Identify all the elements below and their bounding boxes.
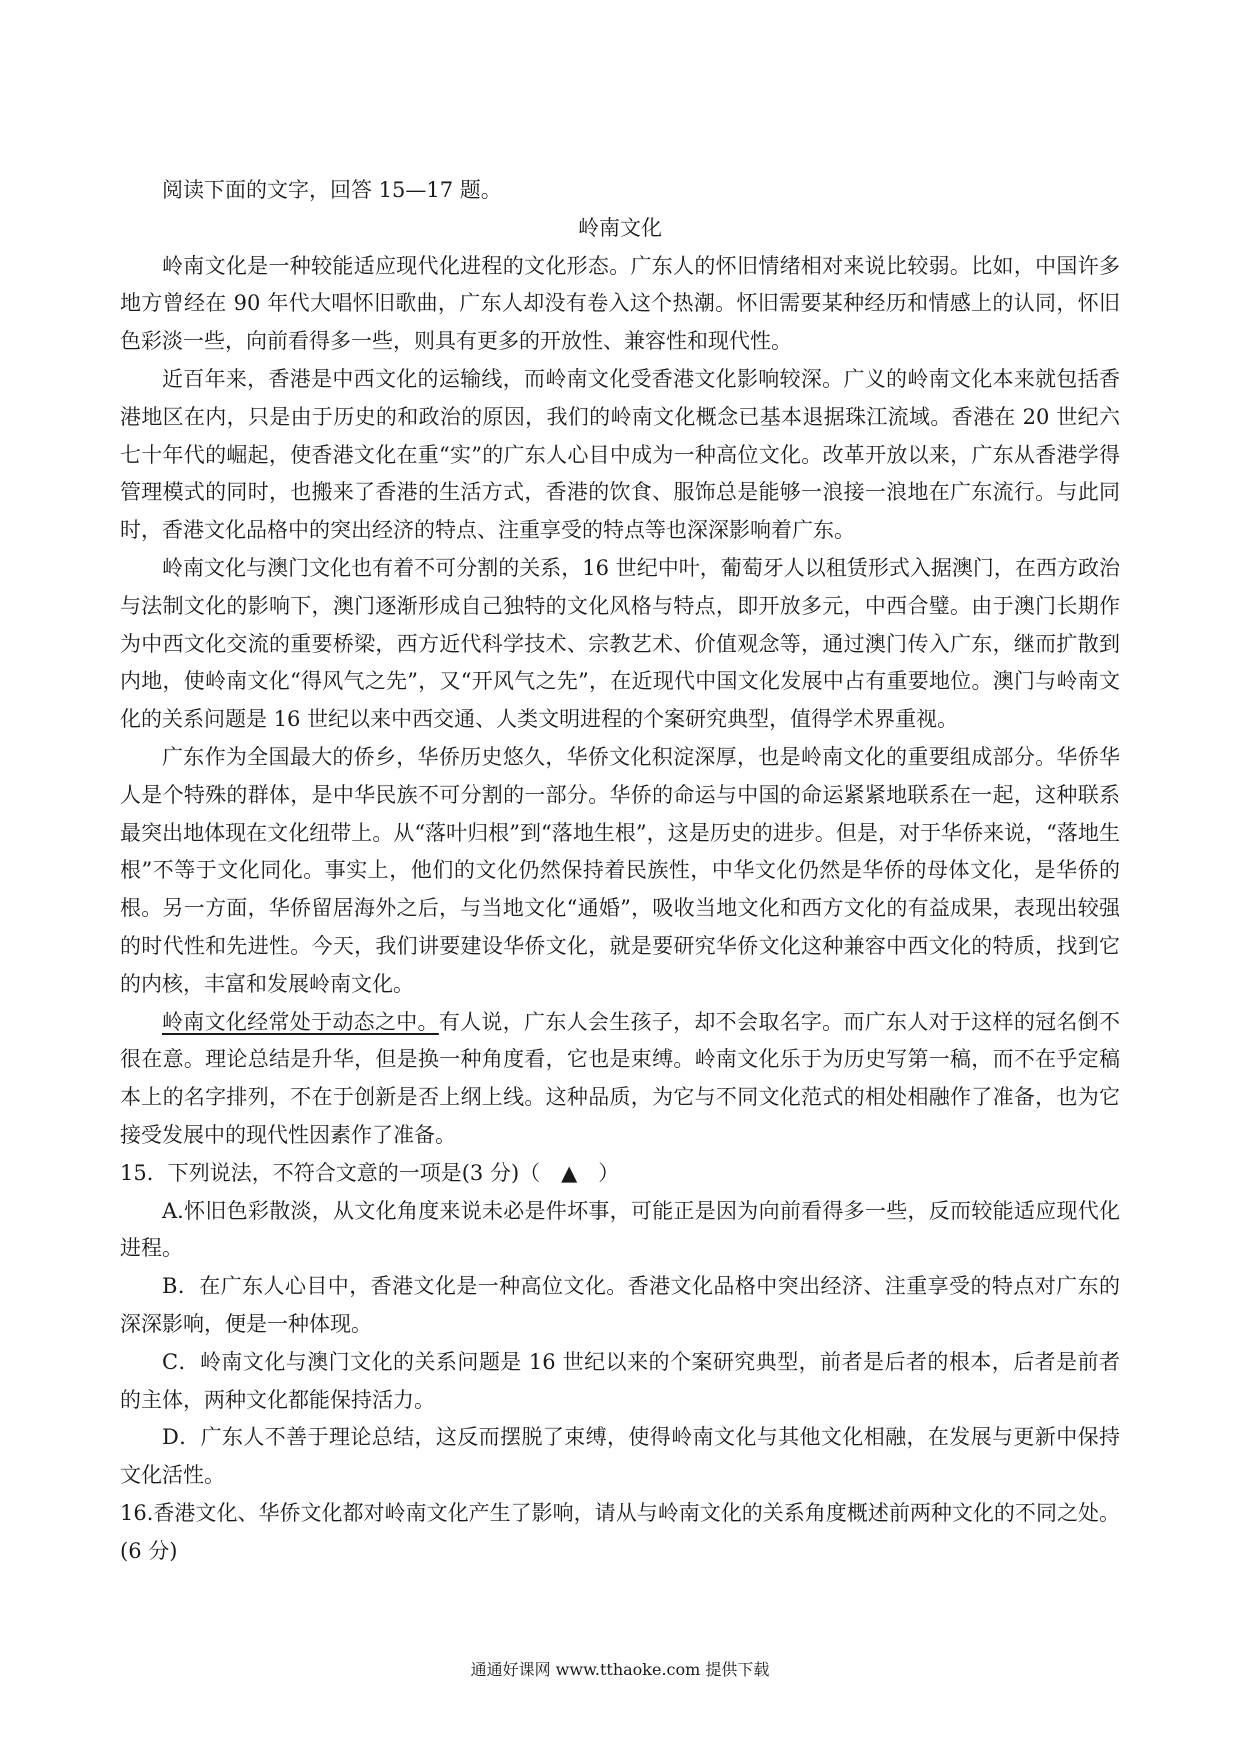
page-footer: 通通好课网 www.tthaoke.com 提供下载 (470, 1660, 770, 1679)
passage-paragraph-4: 广东作为全国最大的侨乡，华侨历史悠久，华侨文化积淀深厚，也是岭南文化的重要组成部分。华侨华人是个特殊的群体，是中华民族不可分割的一部分。华侨的命运与中国的命运紧紧地联系在一起，这种联系最突出地体现在文化纽带上。从“落叶归根”到“落地生根”，这是历史的进步。但是，对于华侨来说，“落地生根”不等于文化同化。事实上，他们的文化仍然保持着民族性，中华文化仍然是华侨的母体文化，是华侨的根。另一方面，华侨留居海外之后，与当地文化“通婚”，吸收当地文化和西方文化的有益成果，表现出较强的时代性和先进性。今天，我们讲要建设华侨文化，就是要研究华侨文化这种兼容中西文化的特质，找到它的内核，丰富和发展岭南文化。 (120, 744, 1120, 996)
question-15-stem: 15．下列说法，不符合文意的一项是(3 分)（ ▲ ） (120, 1160, 620, 1185)
paragraph-5-rest: 有人说，广东人会生孩子，却不会取名字。而广东人对于这样的冠名倒不很在意。理论总结是升华，但是换一种角度看，它也是束缚。岭南文化乐于为历史写第一稿，而不在乎定稿本上的名字排列，不在于创新是否上纲上线。这种品质，为它与不同文化范式的相处相融作了准备，也为它接受发展中的现代性因素作了准备。 (120, 1009, 1121, 1147)
passage-paragraph-1: 岭南文化是一种较能适应现代化进程的文化形态。广东人的怀旧情绪相对来说比较弱。比如，中国许多地方曾经在 90 年代大唱怀旧歌曲，广东人却没有卷入这个热潮。怀旧需要某种经历和情感上的认同，怀旧色彩淡一些，向前看得多一些，则具有更多的开放性、兼容性和现代性。 (120, 253, 1120, 354)
exam-page (120, 172, 1120, 1570)
question-15-option-a: A.怀旧色彩散淡，从文化角度来说未必是件坏事，可能正是因为向前看得多一些，反而较能适应现代化进程。 (120, 1198, 1120, 1261)
question-15-option-c: C．岭南文化与澳门文化的关系问题是 16 世纪以来的个案研究典型，前者是后者的根本，后者是前者的主体，两种文化都能保持活力。 (120, 1349, 1120, 1412)
passage-title: 岭南文化 (578, 215, 662, 240)
passage-paragraph-3: 岭南文化与澳门文化也有着不可分割的关系，16 世纪中叶，葡萄牙人以租赁形式入据澳门，在西方政治与法制文化的影响下，澳门逐渐形成自己独特的文化风格与特点，即开放多元，中西合璧。由于澳门长期作为中西文化交流的重要桥梁，西方近代科学技术、宗教艺术、价值观念等，通过澳门传入广东，继而扩散到内地，使岭南文化“得风气之先”，又“开风气之先”，在近现代中国文化发展中占有重要地位。澳门与岭南文化的关系问题是 16 世纪以来中西交通、人类文明进程的个案研究典型，值得学术界重视。 (120, 555, 1120, 732)
passage-paragraph-2: 近百年来，香港是中西文化的运输线，而岭南文化受香港文化影响较深。广义的岭南文化本来就包括香港地区在内，只是由于历史的和政治的原因，我们的岭南文化概念已基本退据珠江流域。香港在 20 世纪六七十年代的崛起，使香港文化在重“实”的广东人心目中成为一种高位文化。改革开放以来，广东从香港学得管理模式的同时，也搬来了香港的生活方式，香港的饮食、服饰总是能够一浪接一浪地在广东流行。与此同时，香港文化品格中的突出经济的特点、注重享受的特点等也深深影响着广东。 (120, 366, 1120, 543)
question-16-stem: 16.香港文化、华侨文化都对岭南文化产生了影响，请从与岭南文化的关系角度概述前两种文化的不同之处。(6 分) (120, 1500, 1120, 1563)
reading-instruction: 阅读下面的文字，回答 15—17 题。 (162, 178, 502, 202)
underlined-sentence: 岭南文化经常处于动态之中。 (162, 1009, 439, 1034)
passage-paragraph-5 (120, 1004, 1120, 1155)
question-15-option-d: D．广东人不善于理论总结，这反而摆脱了束缚，使得岭南文化与其他文化相融，在发展与更新中保持文化活性。 (120, 1425, 1120, 1488)
question-15-option-b: B．在广东人心目中，香港文化是一种高位文化。香港文化品格中突出经济、注重享受的特点对广东的深深影响，便是一种体现。 (120, 1274, 1120, 1336)
